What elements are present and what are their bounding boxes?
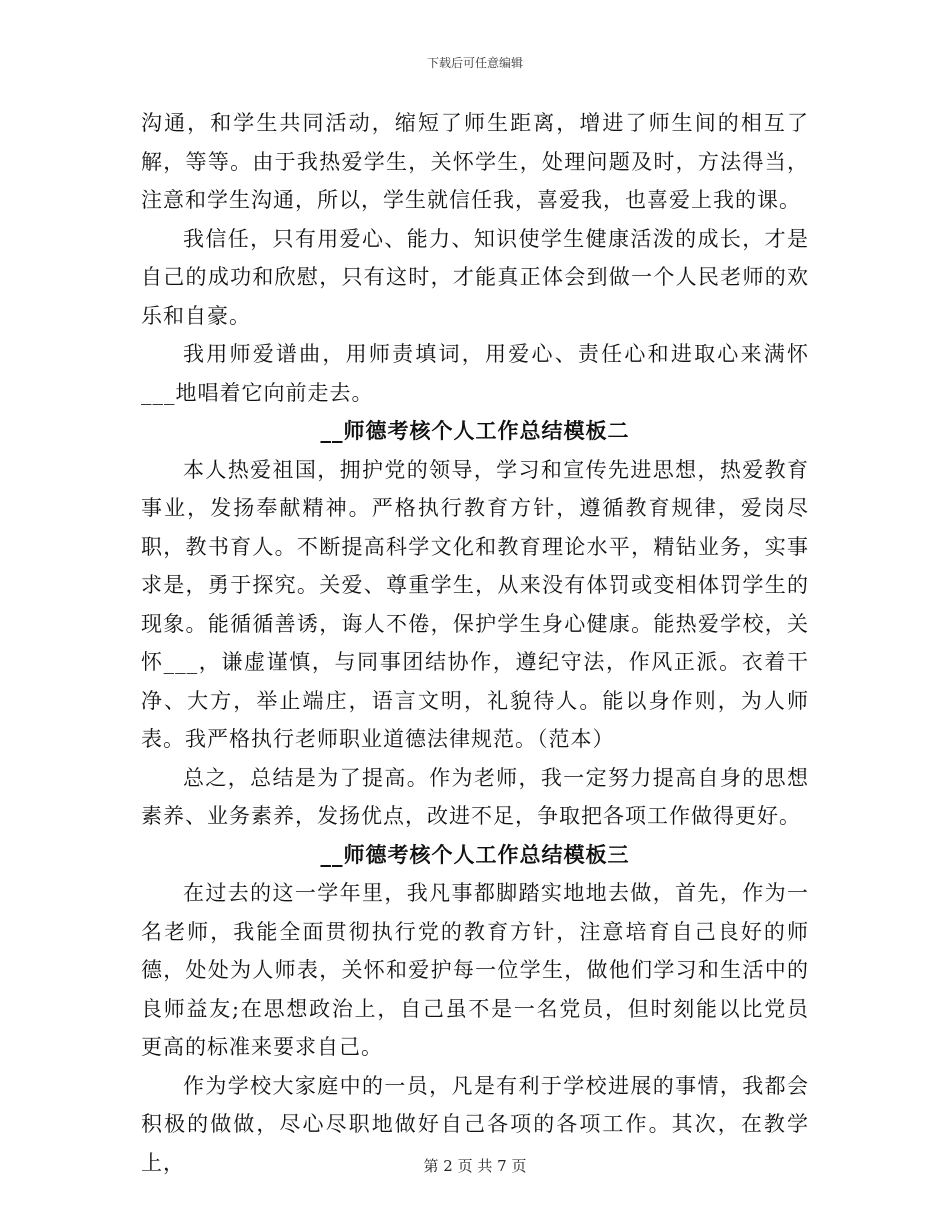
paragraph-3: 我用师爱谱曲，用师责填词，用爱心、责任心和进取心来满怀___地唱着它向前走去。 <box>141 342 809 405</box>
section-heading-3: __师德考核个人工作总结模板三 <box>320 841 630 867</box>
page-header: 下载后可任意编辑 <box>426 56 523 70</box>
paragraph-1: 沟通，和学生共同活动，缩短了师生距离，增进了师生间的相互了解，等等。由于我热爱学生，关怀学生，处理问题及时，方法得当，注意和学生沟通，所以，学生就信任我，喜爱我，也喜爱上我的课。 <box>141 111 809 212</box>
section-heading-2: __师德考核个人工作总结模板二 <box>320 418 630 443</box>
paragraph-2: 我信任，只有用爱心、能力、知识使学生健康活泼的成长，才是自己的成功和欣慰，只有这时，才能真正体会到做一个人民老师的欢乐和自豪。 <box>141 226 809 328</box>
paragraph-4: 本人热爱祖国，拥护党的领导，学习和宣传先进思想，热爱教育事业，发扬奉献精神。严格执行教育方针，遵循教育规律，爱岗尽职，教书育人。不断提高科学文化和教育理论水平，精钻业务，实事求是，勇于探究。关爱、尊重学生，从来没有体罚或变相体罚学生的现象。能循循善诱，诲人不倦，保护学生身心健康。能热爱学校，关怀___，谦虚谨慎，与同事团结协作，遵纪守法，作风正派。衣着干净、大方，举止端庄，语言文明，礼貌待人。能以身作则，为人师表。我严格执行老师职业道德法律规范。（范本） <box>141 457 809 751</box>
paragraph-6: 在过去的这一学年里，我凡事都脚踏实地地去做，首先，作为一名老师，我能全面贯彻执行党的教育方针，注意培育自己良好的师德，处处为人师表，关怀和爱护每一位学生，做他们学习和生活中的良师益友;在思想政治上，自己虽不是一名党员，但时刻能以比党员更高的标准来要求自己。 <box>141 881 809 1059</box>
paragraph-5: 总之，总结是为了提高。作为老师，我一定努力提高自身的思想素养、业务素养，发扬优点，改进不足，争取把各项工作做得更好。 <box>141 765 809 828</box>
paragraph-7: 作为学校大家庭中的一员，凡是有利于学校进展的事情，我都会积极的做做，尽心尽职地做好自己各项的各项工作。其次，在教学上， <box>141 1073 809 1175</box>
document-body <box>141 104 809 1182</box>
page-footer: 第 2 页 共 7 页 <box>423 1157 527 1175</box>
